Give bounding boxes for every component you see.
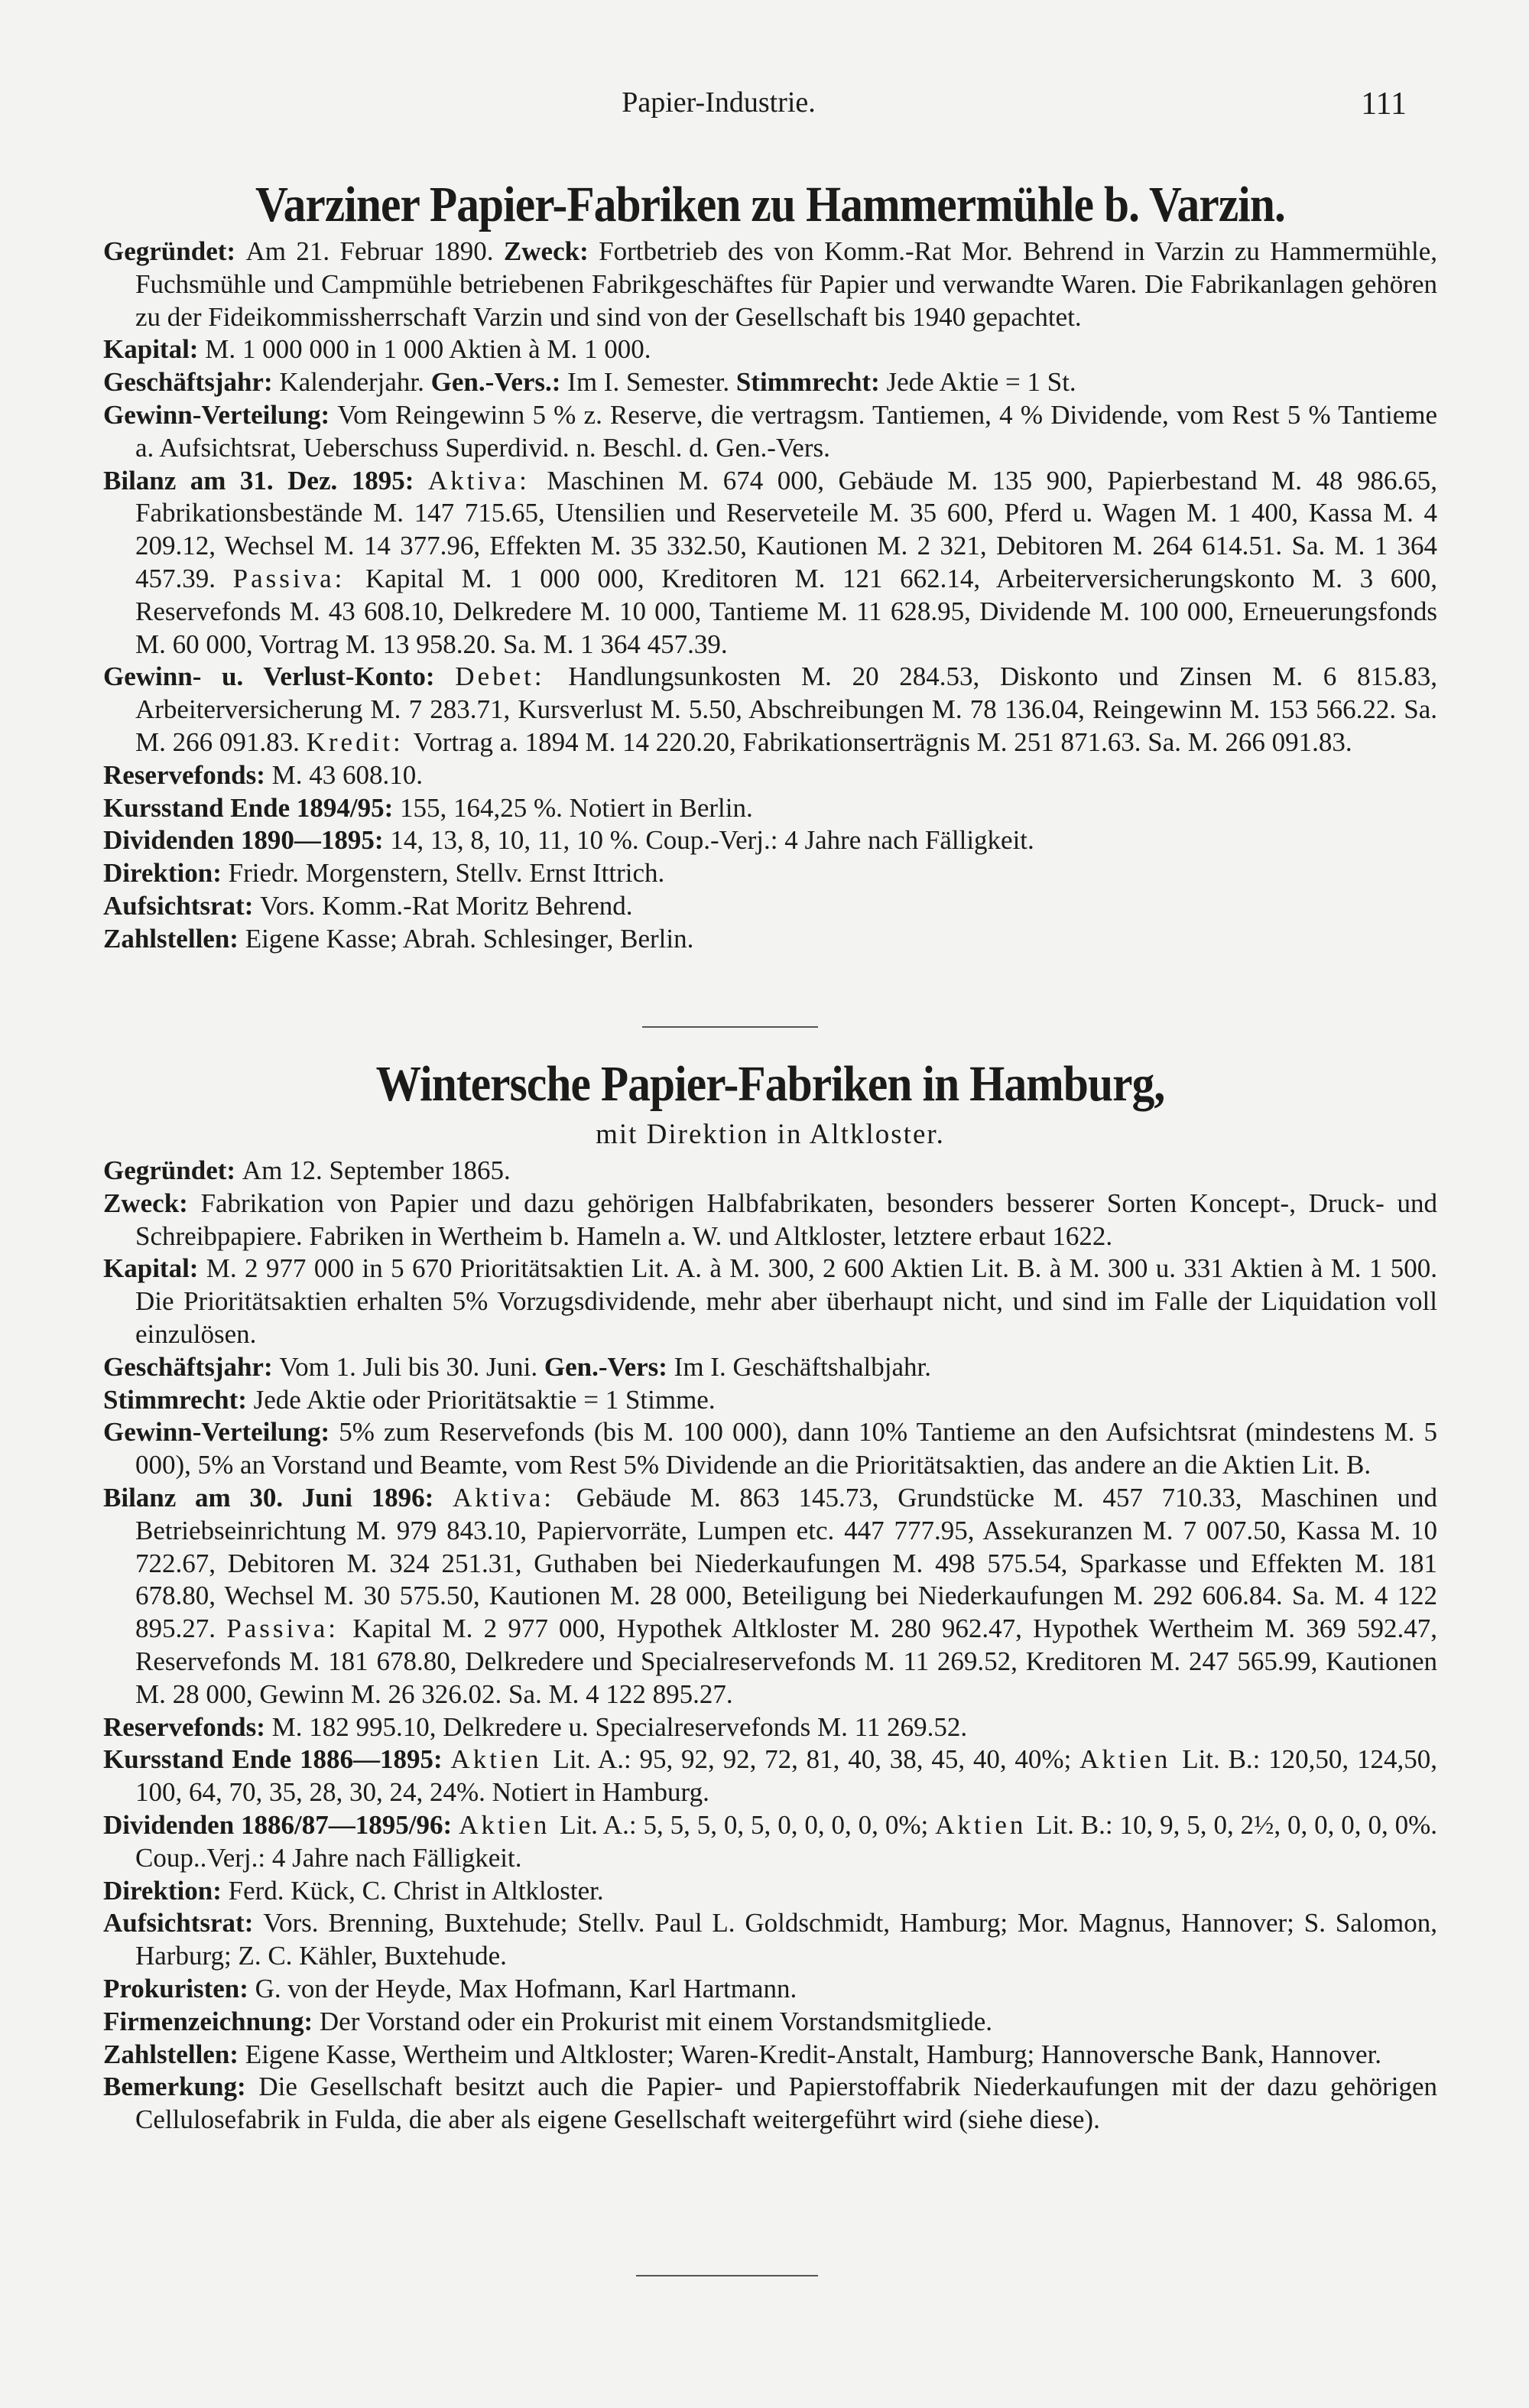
entry-paragraph — [103, 824, 1437, 857]
entry-label: Bilanz am 31. Dez. 1895: — [103, 465, 428, 496]
entry-text: Fortbetrieb des von Komm.-Rat Mor. Behrend in Varzin zu Hammermühle, Fuchsmühle und Campmühle betriebenen Fabrikgeschäftes für Papier und verwandte Waren. Die Fabrikanlagen gehören zu der Fideikommissherrschaft Varzin und sind von der Gesellschaft bis 1940 gepachtet. — [135, 236, 1437, 332]
entry-text: Eigene Kasse, Wertheim und Altkloster; Waren-Kredit-Anstalt, Hamburg; Hannoversche Bank, Hannover. — [245, 2039, 1382, 2069]
entry-sublabel: Passiva: — [232, 563, 365, 593]
entry-text: Der Vorstand oder ein Prokurist mit einem Vorstandsmitgliede. — [319, 2006, 992, 2036]
entry-text: Jede Aktie = 1 St. — [886, 367, 1076, 398]
entry-label: Gegründet: — [103, 236, 246, 266]
entry-paragraph — [103, 333, 1437, 366]
entry-text: 5% zum Reservefonds (bis M. 100 000), dann 10% Tantieme an den Aufsichtsrat (mindestens M. 5 000), 5% an Vorstand und Beamte, vom Rest 5% Dividende an die Prioritätsaktien, das andere an die Aktien Lit. B. — [135, 1417, 1437, 1480]
entry-label: Zweck: — [103, 1188, 201, 1218]
entry-label: Zweck: — [503, 236, 599, 266]
entry-sublabel: Aktiva: — [453, 1482, 576, 1513]
entry-sublabel: Aktien — [1079, 1744, 1183, 1775]
entry-sublabel: Kredit: — [306, 726, 414, 757]
entry-text: Gebäude M. 863 145.73, Grundstücke M. 457 710.33, Maschinen und Betriebseinrichtung M. 979 843.10, Papiervorräte, Lumpen etc. 447 777.95, Assekuranzen M. 7 007.50, Kassa M. 10 722.67, Debitoren M. 324 251.31, Guthaben bei Niederkaufungen M. 498 575.54, Sparkasse und Effekten M. 181 678.80, Wechsel M. 30 575.50, Kautionen M. 28 000, Beteiligung bei Niederkaufungen M. 292 606.84. Sa. M. 4 122 895.27. — [135, 1482, 1437, 1644]
entry-text: M. 43 608.10. — [271, 759, 424, 790]
entry-paragraph — [103, 1384, 1437, 1417]
entry-label: Kapital: — [103, 334, 206, 365]
entry-label: Stimmrecht: — [735, 367, 887, 398]
running-title: Papier-Industrie. — [622, 86, 816, 119]
entry-paragraph — [103, 399, 1437, 465]
running-head — [0, 86, 1529, 124]
entry-paragraph — [103, 2006, 1437, 2039]
entry-label: Bemerkung: — [103, 2072, 259, 2102]
entry-label: Aufsichtsrat: — [103, 890, 261, 921]
entry-paragraph — [103, 1188, 1437, 1253]
entry-paragraph — [103, 366, 1437, 399]
entry-text: Vors. Komm.-Rat Moritz Behrend. — [260, 890, 633, 921]
entry-label: Zahlstellen: — [103, 923, 245, 954]
entry-paragraph — [103, 1875, 1437, 1908]
entry-label: Dividenden 1890—1895: — [103, 825, 391, 856]
entry-paragraph — [103, 2071, 1437, 2137]
entry-label: Gewinn- u. Verlust-Konto: — [103, 661, 456, 692]
entry-text: Friedr. Morgenstern, Stellv. Ernst Ittrich. — [228, 858, 665, 889]
entry-label: Reservefonds: — [103, 759, 272, 790]
entry-text: 155, 164,25 %. Notiert in Berlin. — [400, 792, 753, 823]
entry-text: M. 1 000 000 in 1 000 Aktien à M. 1 000. — [205, 334, 651, 365]
entry-paragraph — [103, 1482, 1437, 1711]
section-divider — [636, 2275, 818, 2276]
entry-label: Bilanz am 30. Juni 1896: — [103, 1482, 453, 1513]
entry-label: Direktion: — [103, 1875, 229, 1906]
entry-paragraph — [103, 1809, 1437, 1875]
entry-text: Kalenderjahr. — [279, 367, 431, 398]
entry-sublabel: Passiva: — [226, 1613, 353, 1644]
entry-text: Fabrikation von Papier und dazu gehörigen Halbfabrikaten, besonders besserer Sorten Koncept-, Druck- und Schreibpapiere. Fabriken in Wertheim b. Hameln a. W. und Altkloster, letztere erbaut 1622. — [135, 1188, 1437, 1251]
entry-sublabel: Aktiva: — [427, 465, 547, 496]
entry-label: Kapital: — [103, 1253, 206, 1284]
article-title: Wintersche Papier-Fabriken in Hamburg, — [375, 1056, 1165, 1112]
entry-label: Dividenden 1886/87—1895/96: — [103, 1809, 459, 1840]
entry-paragraph — [103, 1743, 1437, 1809]
entry-text: Die Gesellschaft besitzt auch die Papier- und Papierstoffabrik Niederkaufungen mit der dazu gehörigen Cellulosefabrik in Fulda, die aber als eigene Gesellschaft weitergeführt wird (siehe diese). — [135, 2072, 1438, 2135]
entry-label: Kursstand Ende 1886—1895: — [103, 1744, 451, 1775]
entry-paragraph — [103, 923, 1437, 956]
entry-paragraph — [103, 1907, 1437, 1973]
entry-text: 14, 13, 8, 10, 11, 10 %. Coup.-Verj.: 4 Jahre nach Fälligkeit. — [390, 825, 1034, 856]
entry-text: Lit. A.: 95, 92, 92, 72, 81, 40, 38, 45, 40, 40%; — [553, 1744, 1080, 1775]
page-number: 111 — [1361, 86, 1407, 122]
entry-text: M. 182 995.10, Delkredere u. Specialreservefonds M. 11 269.52. — [271, 1711, 968, 1742]
article-varziner — [103, 174, 1437, 956]
entry-label: Kursstand Ende 1894/95: — [103, 792, 400, 823]
entry-label: Reservefonds: — [103, 1711, 272, 1742]
article-wintersche — [103, 1054, 1437, 2137]
entry-paragraph — [103, 890, 1437, 923]
entry-paragraph — [103, 1253, 1437, 1350]
entry-text: Vom 1. Juli bis 30. Juni. — [279, 1351, 544, 1382]
entry-label: Geschäftsjahr: — [103, 367, 280, 398]
entry-text: Maschinen M. 674 000, Gebäude M. 135 900, Papierbestand M. 48 986.65, Fabrikationsbestände M. 147 715.65, Utensilien und Reserveteile M. 35 600, Pferd u. Wagen M. 1 400, Kassa M. 4 209.12, Wechsel M. 14 377.96, Effekten M. 35 332.50, Kautionen M. 2 321, Debitoren M. 264 614.51. Sa. M. 1 364 457.39. — [135, 465, 1438, 593]
entry-text: Im I. Geschäftshalbjahr. — [674, 1351, 931, 1382]
entry-paragraph — [103, 465, 1437, 661]
entry-text: M. 2 977 000 in 5 670 Prioritätsaktien Lit. A. à M. 300, 2 600 Aktien Lit. B. à M. 300 u. 331 Aktien à M. 1 500. Die Prioritätsaktien erhalten 5% Vorzugsdividende, mehr aber überhaupt nicht, und sind im Falle der Liquidation voll einzulösen. — [135, 1253, 1437, 1349]
entry-text: Eigene Kasse; Abrah. Schlesinger, Berlin. — [245, 923, 694, 954]
entry-text: Am 21. Februar 1890. — [245, 236, 504, 266]
entry-paragraph — [103, 236, 1437, 333]
entry-paragraph — [103, 1155, 1437, 1188]
entry-text: G. von der Heyde, Max Hofmann, Karl Hartmann. — [255, 1973, 797, 2003]
entry-sublabel: Debet: — [455, 661, 569, 692]
entry-text: Im I. Semester. — [567, 367, 736, 398]
entry-label: Firmenzeichnung: — [103, 2006, 320, 2036]
entry-paragraph — [103, 792, 1437, 825]
entry-label: Aufsichtsrat: — [103, 1908, 264, 1938]
entry-label: Gegründet: — [103, 1155, 242, 1185]
entry-label: Stimmrecht: — [103, 1384, 254, 1415]
entry-paragraph — [103, 857, 1437, 890]
entry-label: Geschäftsjahr: — [103, 1351, 280, 1382]
article-body — [103, 1155, 1437, 2137]
entry-label: Gewinn-Verteilung: — [103, 1417, 339, 1448]
entry-label: Zahlstellen: — [103, 2039, 245, 2069]
entry-sublabel: Aktien — [459, 1809, 560, 1840]
section-divider — [642, 1026, 818, 1028]
entry-paragraph — [103, 1711, 1437, 1744]
entry-paragraph — [103, 1351, 1437, 1384]
entry-paragraph — [103, 1973, 1437, 2006]
entry-label: Gen.-Vers: — [544, 1351, 674, 1382]
entry-sublabel: Aktien — [450, 1744, 553, 1775]
entry-text: Vortrag a. 1894 M. 14 220.20, Fabrikationserträgnis M. 251 871.63. Sa. M. 266 091.83. — [413, 726, 1352, 757]
entry-text: Kapital M. 2 977 000, Hypothek Altkloster M. 280 962.47, Hypothek Wertheim M. 369 592.47, Reservefonds M. 181 678.80, Delkredere und Specialreservefonds M. 11 269.52, Kreditoren M. 247 565.99, Kautionen M. 28 000, Gewinn M. 26 326.02. Sa. M. 4 122 895.27. — [135, 1613, 1438, 1709]
article-subtitle: mit Direktion in Altkloster. — [596, 1119, 945, 1150]
entry-text: Lit. B.: 120,50, 124,50, 100, 64, 70, 35, 28, 30, 24, 24%. Notiert in Hamburg. — [135, 1744, 1437, 1808]
entry-text: Handlungsunkosten M. 20 284.53, Diskonto und Zinsen M. 6 815.83, Arbeiterversicherung M. 7 283.71, Kursverlust M. 5.50, Abschreibungen M. 78 136.04, Reingewinn M. 153 566.22. Sa. M. 266 091.83. — [135, 661, 1437, 757]
article-title: Varziner Papier-Fabriken zu Hammermühle b. Varzin. — [255, 177, 1285, 232]
entry-sublabel: Aktien — [935, 1809, 1037, 1840]
entry-text: Kapital M. 1 000 000, Kreditoren M. 121 662.14, Arbeiterversicherungskonto M. 3 600, Reservefonds M. 43 608.10, Delkredere M. 10 000, Tantieme M. 11 628.95, Dividende M. 100 000, Erneuerungsfonds M. 60 000, Vortrag M. 13 958.20. Sa. M. 1 364 457.39. — [135, 563, 1437, 659]
entry-text: Jede Aktie oder Prioritätsaktie = 1 Stimme. — [253, 1384, 716, 1415]
entry-text: Lit. A.: 5, 5, 5, 0, 5, 0, 0, 0, 0, 0%; — [560, 1809, 936, 1840]
entry-paragraph — [103, 661, 1437, 759]
entry-paragraph — [103, 759, 1437, 792]
entry-text: Vom Reingewinn 5 % z. Reserve, die vertragsm. Tantiemen, 4 % Dividende, vom Rest 5 % Tantieme a. Aufsichtsrat, Ueberschuss Superdivid. n. Beschl. d. Gen.-Vers. — [135, 399, 1437, 463]
entry-text: Ferd. Kück, C. Christ in Altkloster. — [228, 1875, 604, 1906]
entry-text: Vors. Brenning, Buxtehude; Stellv. Paul L. Goldschmidt, Hamburg; Mor. Magnus, Hannover; S. Salomon, Harburg; Z. C. Kähler, Buxtehude. — [135, 1908, 1437, 1971]
entry-paragraph — [103, 2039, 1437, 2072]
article-body — [103, 236, 1437, 956]
entry-text: Lit. B.: 10, 9, 5, 0, 2½, 0, 0, 0, 0, 0%. Coup..Verj.: 4 Jahre nach Fälligkeit. — [135, 1809, 1438, 1873]
entry-label: Prokuristen: — [103, 1973, 255, 2003]
entry-label: Direktion: — [103, 858, 229, 889]
entry-paragraph — [103, 1416, 1437, 1482]
entry-text: Am 12. September 1865. — [242, 1155, 511, 1185]
entry-label: Gen.-Vers.: — [430, 367, 568, 398]
entry-label: Gewinn-Verteilung: — [103, 399, 338, 430]
